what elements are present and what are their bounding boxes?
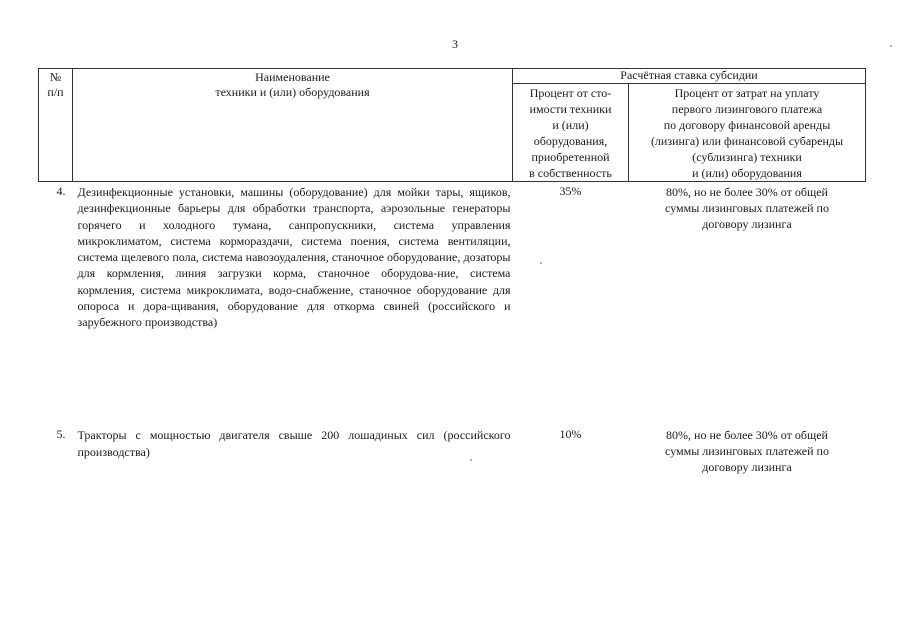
row-number: 4. bbox=[56, 184, 66, 198]
header-subsidy-rate: Расчётная ставка субсидии bbox=[513, 69, 866, 84]
page-number: 3 bbox=[452, 37, 458, 51]
cost-percent: 10% bbox=[559, 427, 582, 441]
header-number: № п/п bbox=[39, 69, 73, 182]
header-leasing-percent: Процент от затрат на уплату первого лизингового платежа по договору финансовой аренды (лизинга) или финансовой субаренды (сублизинга) техники и (или) оборудования bbox=[629, 84, 866, 182]
equipment-name: Дезинфекционные установки, машины (оборудование) для мойки тары, ящиков, дезинфекционные барьеры для обработки транспорта, аэрозольные генераторы горячего и холодного тумана, санпропускники, система управления микроклиматом, система кормораздачи, система поения, система вентиляции, система щелевого пола, система навозоудаления, станочное оборудование, дозаторы для кормления, линия загрузки корма, станочное оборудова-ние, система кормления, система микроклимата, водо-снабжение, станочное оборудование для опороса и дора-щивания, оборудование для откорма свиней (российского и зарубежного производства) bbox=[77, 185, 511, 329]
equipment-name: Тракторы с мощностью двигателя свыше 200 лошадиных сил (российского производства) bbox=[77, 428, 511, 459]
header-cost-percent: Процент от сто- имости техники и (или) оборудования, приобретенной в собственность bbox=[513, 84, 629, 182]
leasing-percent: 80%, но не более 30% от общей суммы лизинговых платежей по договору лизинга bbox=[665, 185, 829, 231]
table-row bbox=[39, 182, 866, 427]
table-row bbox=[39, 426, 866, 487]
cost-percent: 35% bbox=[559, 184, 582, 198]
row-number: 5. bbox=[56, 427, 66, 441]
scan-speck bbox=[890, 45, 892, 47]
leasing-percent: 80%, но не более 30% от общей суммы лизинговых платежей по договору лизинга bbox=[665, 428, 829, 474]
header-name: Наименование техники и (или) оборудования bbox=[73, 69, 513, 182]
subsidy-rates-table bbox=[38, 68, 866, 487]
